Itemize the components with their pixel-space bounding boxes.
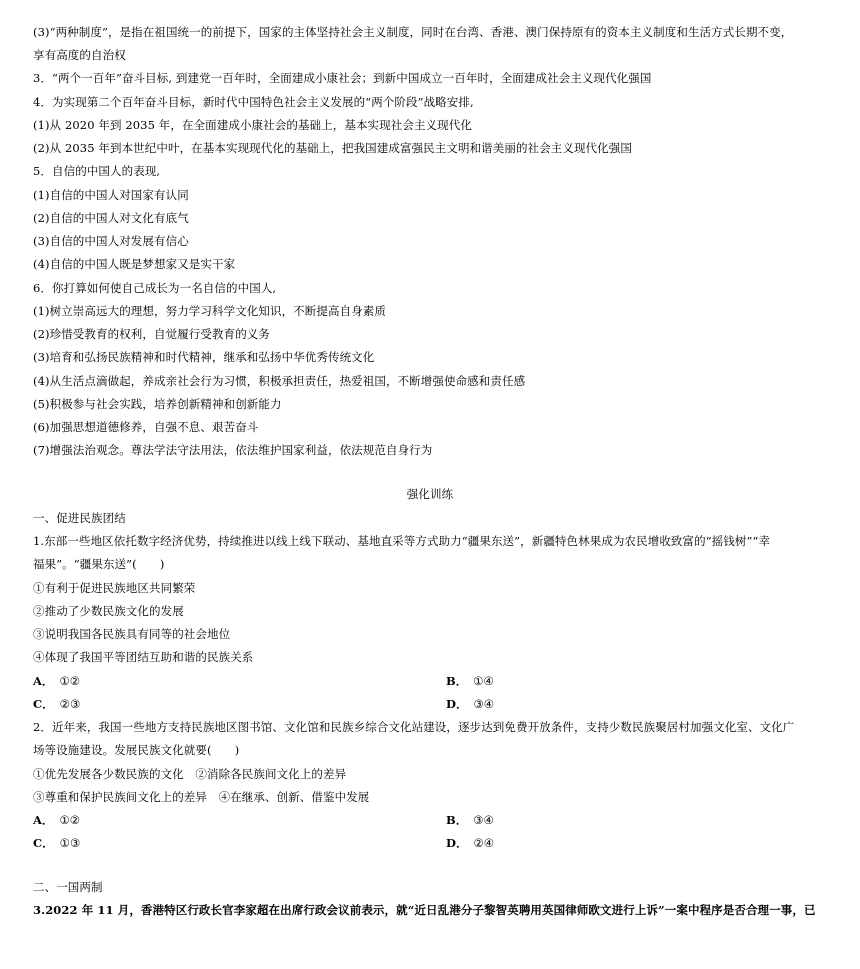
option-b[interactable] <box>446 673 494 689</box>
option-b[interactable] <box>446 812 494 828</box>
option-label: B． <box>446 813 468 827</box>
question-1-options-row <box>33 673 833 689</box>
option-text: ①③ <box>59 836 81 850</box>
question-1-options-row <box>33 696 833 712</box>
question-1-item: ②推动了少数民族文化的发展 <box>33 604 184 618</box>
question-2-item: ①优先发展各少数民族的文化 ②消除各民族间文化上的差异 <box>33 767 347 781</box>
option-label: B． <box>446 674 468 688</box>
question-1-item: ③说明我国各民族具有同等的社会地位 <box>33 627 231 641</box>
option-c[interactable] <box>33 835 80 851</box>
text-line: (5)积极参与社会实践，培养创新精神和创新能力 <box>33 397 282 411</box>
text-line: (1)自信的中国人对国家有认同 <box>33 188 189 202</box>
option-label: D． <box>446 836 468 850</box>
option-label: C． <box>33 836 54 850</box>
text-line: (4)自信的中国人既是梦想家又是实干家 <box>33 257 236 271</box>
text-line: (3)自信的中国人对发展有信心 <box>33 234 189 248</box>
option-label: C． <box>33 697 54 711</box>
question-3-stem: 3.2022 年 11 月，香港特区行政长官李家超在出席行政会议前表示，就“近日乱港分子黎智英聘用英国律师欧文进行上诉”一案中程序是否合理一事，已 <box>33 903 816 917</box>
text-line: (7)增强法治观念。尊法学法守法用法，依法维护国家利益，依法规范自身行为 <box>33 443 433 457</box>
question-2-stem-cont: 场等设施建设。发展民族文化就要( ) <box>33 743 240 757</box>
text-line: 享有高度的自治权 <box>33 48 126 62</box>
question-1-item: ④体现了我国平等团结互助和谐的民族关系 <box>33 650 254 664</box>
text-line: (2)从 2035 年到本世纪中叶，在基本实现现代化的基础上，把我国建成富强民主文明和谐美丽的社会主义现代化强国 <box>33 141 632 155</box>
option-text: ③④ <box>473 697 495 711</box>
option-text: ①② <box>59 674 81 688</box>
option-a[interactable] <box>33 673 80 689</box>
text-line: (1)从 2020 年到 2035 年，在全面建成小康社会的基础上，基本实现社会主义现代化 <box>33 118 472 132</box>
option-text: ③④ <box>473 813 494 827</box>
option-label: A． <box>33 674 54 688</box>
option-d[interactable] <box>446 696 494 712</box>
question-2-options-row <box>33 835 833 851</box>
option-a[interactable] <box>33 812 80 828</box>
option-text: ②④ <box>473 836 495 850</box>
question-2-options-row <box>33 812 833 828</box>
text-line: (6)加强思想道德修养，自强不息、艰苦奋斗 <box>33 420 259 434</box>
question-1-item: ①有利于促进民族地区共同繁荣 <box>33 581 196 595</box>
question-2-stem: 2．近年来，我国一些地方支持民族地区图书馆、文化馆和民族乡综合文化站建设，逐步达到免费开放条件，支持少数民族聚居村加强文化室、文化广 <box>33 720 795 734</box>
option-text: ①④ <box>473 674 494 688</box>
option-label: D． <box>446 697 468 711</box>
option-text: ②③ <box>59 697 81 711</box>
part1-heading: 一、促进民族团结 <box>33 511 126 525</box>
text-line: (2)自信的中国人对文化有底气 <box>33 211 189 225</box>
text-line: 4．为实现第二个百年奋斗目标，新时代中国特色社会主义发展的“两个阶段”战略安排, <box>33 95 474 109</box>
option-d[interactable] <box>446 835 494 851</box>
text-line: (2)珍惜受教育的权利，自觉履行受教育的义务 <box>33 327 270 341</box>
text-line: (1)树立崇高远大的理想，努力学习科学文化知识，不断提高自身素质 <box>33 304 386 318</box>
question-1-stem-cont: 福果”。“疆果东送”( ) <box>33 557 165 571</box>
question-1-stem: 1.东部一些地区依托数字经济优势，持续推进以线上线下联动、基地直采等方式助力“疆果东送”，新疆特色林果成为农民增收致富的“摇钱树”“幸 <box>33 534 771 548</box>
section-title: 强化训练 <box>406 487 454 501</box>
text-line: (4)从生活点滴做起，养成亲社会行为习惯，积极承担责任，热爱祖国，不断增强使命感和责任感 <box>33 374 526 388</box>
part2-heading: 二、一国两制 <box>33 880 103 894</box>
question-2-item: ③尊重和保护民族间文化上的差异 ④在继承、创新、借鉴中发展 <box>33 790 370 804</box>
option-label: A． <box>33 813 54 827</box>
text-line: (3)培育和弘扬民族精神和时代精神，继承和弘扬中华优秀传统文化 <box>33 350 375 364</box>
option-text: ①② <box>59 813 81 827</box>
text-line: 6．你打算如何使自己成长为一名自信的中国人, <box>33 281 277 295</box>
option-c[interactable] <box>33 696 80 712</box>
text-line: 3．“两个一百年”奋斗目标, 到建党一百年时，全面建成小康社会；到新中国成立一百年时，全面建成社会主义现代化强国 <box>33 71 652 85</box>
text-line: (3)“两种制度”，是指在祖国统一的前提下，国家的主体坚持社会主义制度，同时在台湾、香港、澳门保持原有的资本主义制度和生活方式长期不变， <box>33 25 793 39</box>
text-line: 5．自信的中国人的表现, <box>33 164 161 178</box>
